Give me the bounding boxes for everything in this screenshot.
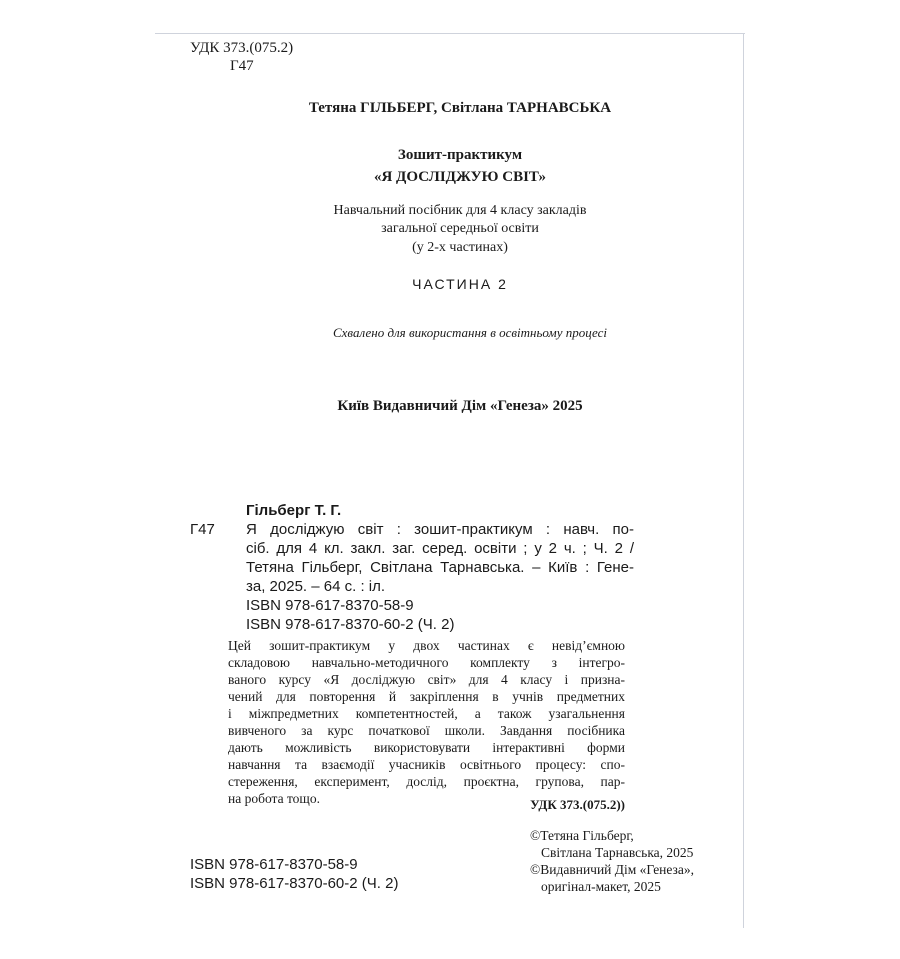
- description-line: стереження, експеримент, дослід, проєктна, групова, пар-: [228, 774, 625, 789]
- approval-note: Схвалено для використання в освітньому процесі: [332, 325, 608, 340]
- bib-isbn-2: ISBN 978-617-8370-60-2 (Ч. 2): [246, 616, 455, 633]
- page-edge-right: [743, 33, 744, 928]
- copyright-line: Світлана Тарнавська, 2025: [541, 845, 694, 860]
- catalog-code-top: Г47: [230, 58, 254, 74]
- page-edge-top: [155, 33, 745, 34]
- description-line: дають можливість використовувати інтерактивні форми: [228, 740, 625, 755]
- bib-line: сіб. для 4 кл. закл. заг. серед. освіти ; у 2 ч. ; Ч. 2 /: [246, 540, 634, 557]
- description-line: Цей зошит-практикум у двох частинах є невід’ємною: [228, 638, 625, 653]
- authors: Тетяна ГІЛЬБЕРГ, Світлана ТАРНАВСЬКА: [308, 100, 612, 116]
- bib-author-heading: Гільберг Т. Г.: [246, 502, 342, 519]
- copyright-line: оригінал-макет, 2025: [541, 879, 661, 894]
- subtitle-line-1: Навчальний посібник для 4 класу закладів: [333, 203, 587, 218]
- description-line: ваного курсу «Я досліджую світ» для 4 класу і призна-: [228, 672, 625, 687]
- bib-code: Г47: [190, 521, 215, 538]
- description-line: навчання та взаємодії учасників освітнього процесу: спо-: [228, 757, 625, 772]
- copyright-line: ©Тетяна Гільберг,: [530, 828, 634, 843]
- udk-code-top: УДК 373.(075.2): [190, 40, 294, 56]
- bib-line: Тетяна Гільберг, Світлана Тарнавська. – Київ : Гене-: [246, 559, 634, 576]
- description-line: на робота тощо.: [228, 791, 320, 806]
- footer-isbn-2: ISBN 978-617-8370-60-2 (Ч. 2): [190, 875, 399, 892]
- bib-line: Я досліджую світ : зошит-практикум : навч. по-: [246, 521, 634, 538]
- subtitle-line-2: загальної середньої освіти: [381, 221, 539, 236]
- bib-line: за, 2025. – 64 с. : іл.: [246, 578, 386, 595]
- imprint: Київ Видавничий Дім «Генеза» 2025: [337, 398, 583, 414]
- part-label: ЧАСТИНА 2: [412, 276, 508, 292]
- description-line: чений для повторення й закріплення в учнів предметних: [228, 689, 625, 704]
- description-line: складовою навчально-методичного комплекту з інтегро-: [228, 655, 625, 670]
- footer-isbn-1: ISBN 978-617-8370-58-9: [190, 856, 358, 873]
- title-line-2: «Я ДОСЛІДЖУЮ СВІТ»: [373, 169, 547, 185]
- parts-note: (у 2-х частинах): [412, 240, 508, 255]
- bib-isbn-1: ISBN 978-617-8370-58-9: [246, 597, 414, 614]
- title-line-1: Зошит-практикум: [397, 147, 523, 163]
- description-line: і міжпредметних компетентностей, а також узагальнення: [228, 706, 625, 721]
- udk-code-bottom: УДК 373.(075.2)): [530, 797, 625, 812]
- description-line: вивченого за курс початкової школи. Завдання посібника: [228, 723, 625, 738]
- copyright-line: ©Видавничий Дім «Генеза»,: [530, 862, 695, 877]
